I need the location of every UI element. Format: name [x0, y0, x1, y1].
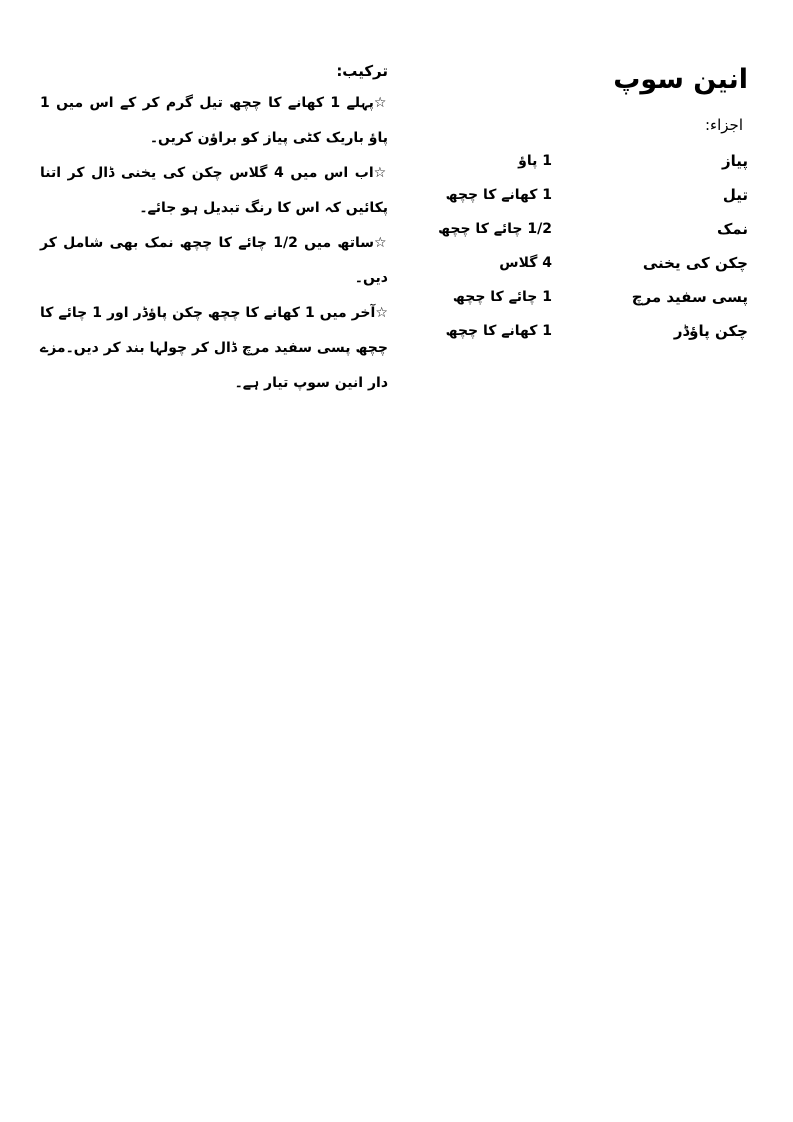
ingredient-quantity: 4 گلاس — [499, 255, 552, 271]
method-step — [40, 226, 388, 296]
method-section — [40, 56, 388, 401]
method-heading: ترکیب: — [336, 62, 388, 80]
ingredient-row — [438, 212, 750, 246]
ingredient-row — [445, 314, 750, 348]
ingredient-row — [450, 280, 750, 314]
ingredient-quantity: 1 پاؤ — [518, 153, 552, 169]
ingredient-quantity: 1/2 چائے کا چچھ — [438, 221, 552, 237]
ingredient-row — [450, 246, 750, 280]
method-step-text: آخر میں 1 کھانے کا چچھ چکن پاؤڈر اور 1 چائے کا چچھ پسی سفید مرچ ڈال کر چولہا بند کر دیں۔مزے دار انین سوپ تیار ہے۔ — [40, 305, 388, 391]
recipe-title: انین سوپ — [613, 64, 748, 95]
method-step — [40, 296, 388, 401]
ingredient-name: پسی سفید مرچ — [631, 288, 748, 306]
ingredient-quantity: 1 کھانے کا چچھ — [445, 187, 552, 203]
star-icon: ☆ — [373, 165, 388, 181]
method-step — [40, 86, 388, 156]
method-step-text: اب اس میں 4 گلاس چکن کی یخنی ڈال کر اتنا پکائیں کہ اس کا رنگ تبدیل ہو جائے۔ — [40, 165, 388, 216]
ingredient-name: چکن کی یخنی — [642, 254, 748, 272]
star-icon: ☆ — [374, 235, 388, 251]
ingredient-row — [450, 144, 750, 178]
star-icon: ☆ — [375, 305, 389, 321]
ingredient-name: نمک — [716, 220, 748, 238]
ingredient-row — [445, 178, 750, 212]
ingredient-name: تیل — [722, 186, 748, 204]
method-step-text: ساتھ میں 1/2 چائے کا چچھ نمک بھی شامل کر دیں۔ — [40, 235, 388, 286]
ingredients-list — [438, 144, 750, 348]
method-step — [40, 156, 388, 226]
ingredient-quantity: 1 کھانے کا چچھ — [445, 323, 552, 339]
star-icon: ☆ — [373, 95, 388, 111]
ingredients-heading: اجزاء: — [705, 116, 743, 134]
ingredient-name: چکن پاؤڈر — [673, 322, 748, 340]
method-step-text: پہلے 1 کھانے کا چچھ تیل گرم کر کے اس میں 1 پاؤ باریک کٹی پیاز کو براؤن کریں۔ — [40, 95, 388, 146]
ingredient-name: پیاز — [721, 152, 748, 170]
ingredient-quantity: 1 چائے کا چچھ — [452, 289, 552, 305]
